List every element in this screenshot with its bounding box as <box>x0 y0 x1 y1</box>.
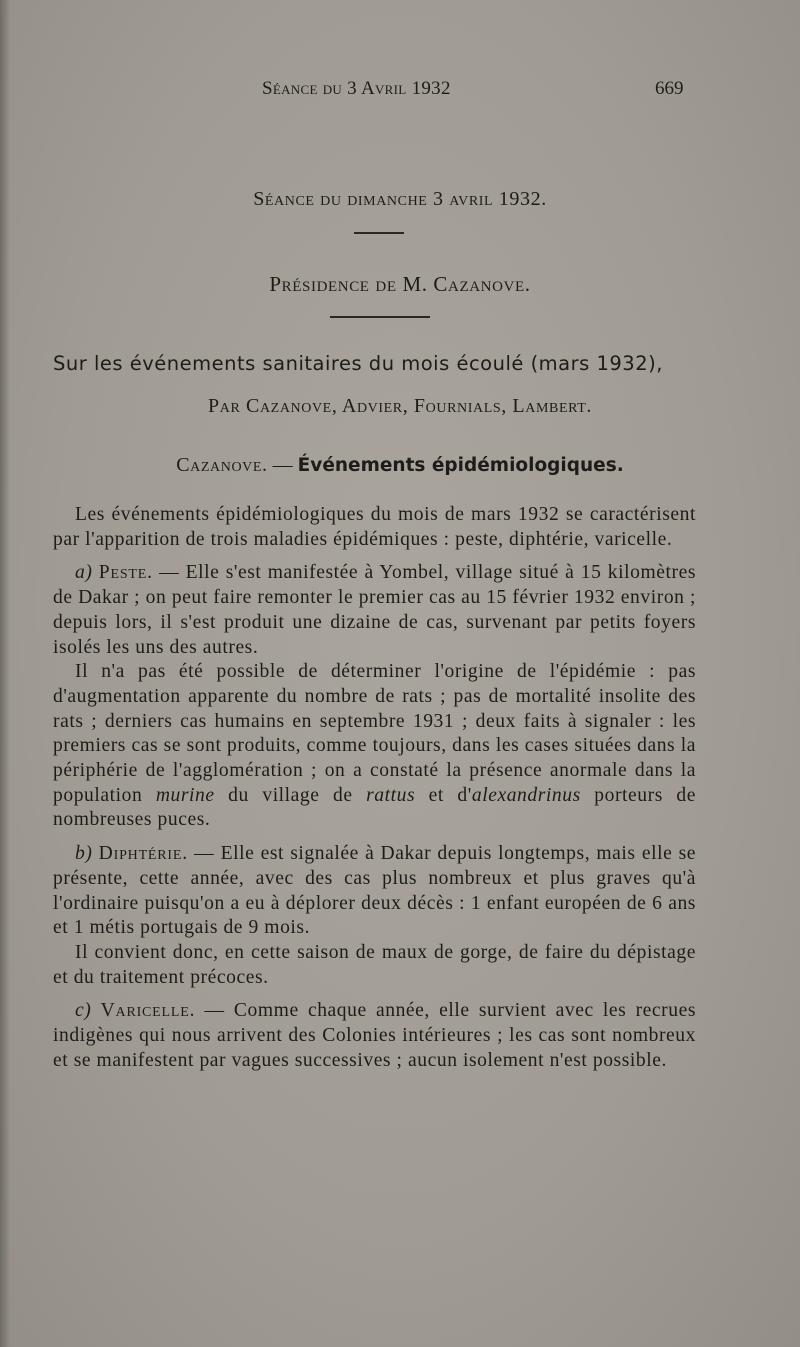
paragraph-diphterie-advice: Il convient donc, en cette saison de maux de gorge, de faire du dépistage et du traitement précoces. <box>53 941 696 988</box>
italic-term: rattus <box>366 784 416 806</box>
section-topic: Événements épidémiologiques. <box>297 455 624 476</box>
section-heading <box>0 454 800 477</box>
text-run: porteurs de nombreuses puces. <box>53 784 696 831</box>
paragraph-varicelle <box>53 999 696 1073</box>
italic-term: alexandrinus <box>471 784 581 806</box>
section-dash: — <box>267 454 298 476</box>
running-head <box>0 78 800 104</box>
italic-term: murine <box>155 784 215 806</box>
seance-title: Séance du dimanche 3 avril 1932. <box>253 188 547 210</box>
item-marker: c) <box>75 1000 92 1022</box>
body-text <box>53 503 696 1073</box>
text-run: du village de <box>214 784 367 806</box>
running-head-title: Séance du 3 Avril 1932 <box>262 78 451 99</box>
article-title: Sur les événements sanitaires du mois écoulé (mars 1932), <box>53 352 663 375</box>
divider-rule <box>330 316 430 318</box>
page-number: 669 <box>655 78 684 99</box>
item-marker: a) <box>75 562 93 584</box>
section-author: Cazanove. <box>176 454 268 476</box>
paragraph-peste <box>53 561 696 660</box>
paragraph-intro: Les événements épidémiologiques du mois de mars 1932 se caractérisent par l'apparition de trois maladies épidémiques : peste, diphtérie, varicelle. <box>53 504 696 550</box>
item-label: Diphtérie. <box>98 843 188 865</box>
item-label: Varicelle. <box>100 1000 196 1022</box>
paragraph-diphterie <box>53 842 696 941</box>
text-run: Il n'a pas été possible de déterminer l'origine de l'épidémie : pas d'augmentation apparente du nombre de rats ; pas de mortalité insolite des rats ; derniers cas humains en septembre 1931 ; deux faits à signaler : les premiers cas se sont produits, comme toujours, dans les cases situées dans la périphérie de l'agglomération ; on a constaté la présence anormale dans la population <box>53 661 696 806</box>
item-text: — Elle s'est manifestée à Yombel, village situé à 15 kilomètres de Dakar ; on peut faire remonter le premier cas au 15 février 1932 environ ; depuis lors, il s'est produit une dizaine de cas, survenant par petits foyers isolés les uns des autres. <box>53 562 696 658</box>
item-text: — Comme chaque année, elle survient avec les recrues indigènes qui nous arrivent des Colonies intérieures ; les cas sont nombreux et se manifestent par vagues successives ; aucun isolement n'est possible. <box>53 1000 696 1071</box>
paragraph-peste-origin <box>53 660 696 833</box>
item-text: — Elle est signalée à Dakar depuis longtemps, mais elle se présente, cette année, avec des cas plus nombreux et plus graves qu'à l'ordinaire puisqu'on a eu à déplorer deux décès : 1 enfant européen de 6 ans et 1 métis portugais de 9 mois. <box>53 843 696 939</box>
article-authors: Par Cazanove, Advier, Fournials, Lambert. <box>208 395 592 417</box>
presidence-line: Présidence de M. Cazanove. <box>269 272 531 296</box>
item-marker: b) <box>75 843 93 865</box>
divider-rule <box>354 232 404 234</box>
text-run: et d' <box>415 784 472 806</box>
item-label: Peste. <box>98 562 153 584</box>
